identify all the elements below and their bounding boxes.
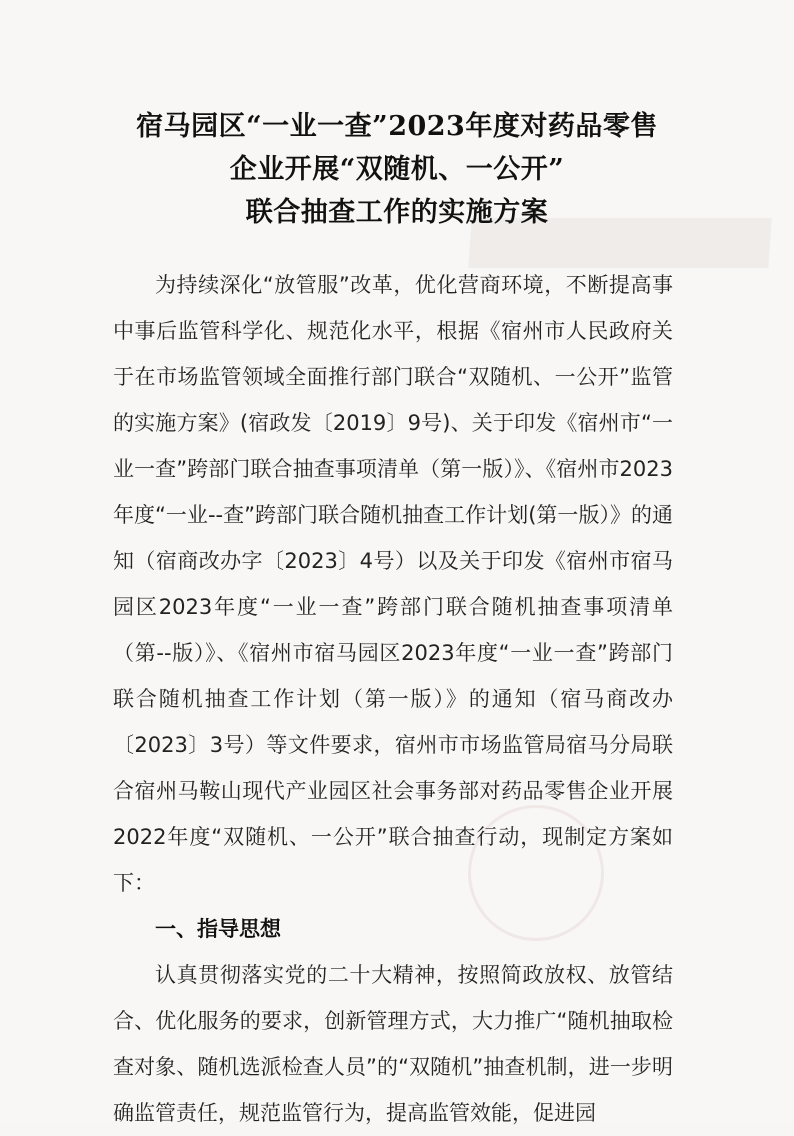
intro-paragraph: 为持续深化“放管服”改革，优化营商环境，不断提高事中事后监管科学化、规范化水平，根据《宿州市人民政府关于在市场监管领域全面推行部门联合“双随机、一公开”监管的实施方案》(宿政发〔2019〕9号)、关于印发《宿州市“一业一查”跨部门联合抽查事项清单（第一版）》、《宿州市2023年度“一业--查”跨部门联合随机抽查工作计划(第一版）》的通知（宿商改办字〔2023〕4号）以及关于印发《宿州市宿马园区2023年度“一业一查”跨部门联合随机抽查事项清单（第--版）》、《宿州市宿马园区2023年度“一业一查”跨部门联合随机抽查工作计划（第一版）》的通知（宿马商改办〔2023〕3号）等文件要求，宿州市市场监管局宿马分局联合宿州马鞍山现代产业园区社会事务部对药品零售企业开展2022年度“双随机、一公开”联合抽查行动，现制定方案如下： — [113, 273, 673, 895]
title-line-1: 宿马园区“一业一查”2023年度对药品零售 — [136, 111, 658, 142]
section-paragraph: 认真贯彻落实党的二十大精神，按照简政放权、放管结合、优化服务的要求，创新管理方式，大力推广“随机抽取检查对象、随机选派检查人员”的“双随机”抽查机制，进一步明确监管责任，规范监管行为，提高监管效能，促进园 — [113, 963, 673, 1125]
document-body — [113, 262, 673, 1136]
section-heading: 一、指导思想 — [155, 917, 281, 941]
document-title — [60, 105, 734, 234]
title-line-2: 企业开展“双随机、一公开” — [229, 154, 565, 185]
title-line-3: 联合抽查工作的实施方案 — [245, 197, 549, 228]
